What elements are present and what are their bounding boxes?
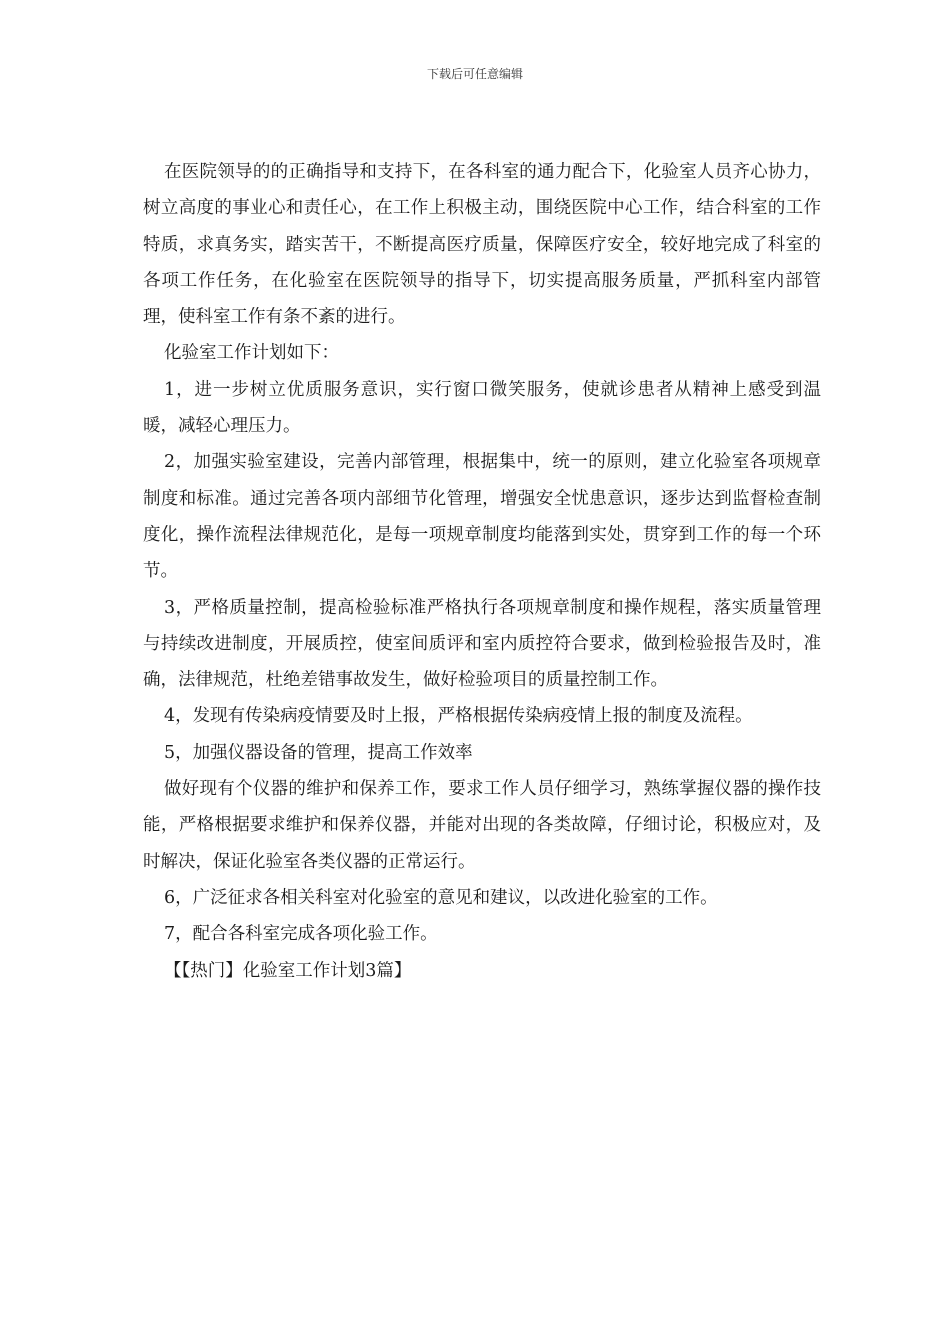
plan-item-7: 7，配合各科室完成各项化验工作。 <box>164 924 438 945</box>
plan-item-5-detail: 做好现有个仪器的维护和保养工作，要求工作人员仔细学习，熟练掌握仪器的操作技能，严格根据要求维护和保养仪器，并能对出现的各类故障，仔细讨论，积极应对，及时解决，保证化验室各类仪器的正常运行。 <box>143 779 821 872</box>
plan-item-1: 1，进一步树立优质服务意识，实行窗口微笑服务，使就诊患者从精神上感受到温暖，减轻心理压力。 <box>143 379 821 437</box>
plan-item-2: 2，加强实验室建设，完善内部管理，根据集中，统一的原则，建立化验室各项规章制度和标准。通过完善各项内部细节化管理，增强安全忧患意识，逐步达到监督检查制度化，操作流程法律规范化，是每一项规章制度均能落到实处，贯穿到工作的每一个环节。 <box>143 452 821 582</box>
plan-item-4: 4，发现有传染病疫情要及时上报，严格根据传染病疫情上报的制度及流程。 <box>164 706 753 727</box>
related-article-link[interactable]: 【【热门】化验室工作计划3篇】 <box>164 960 412 981</box>
plan-heading: 化验室工作计划如下： <box>164 343 339 364</box>
page-header-note: 下载后可任意编辑 <box>426 67 523 81</box>
plan-item-3: 3，严格质量控制，提高检验标准严格执行各项规章制度和操作规程，落实质量管理与持续改进制度，开展质控，使室间质评和室内质控符合要求，做到检验报告及时，准确，法律规范，杜绝差错事故发生，做好检验项目的质量控制工作。 <box>143 597 821 691</box>
plan-item-5: 5，加强仪器设备的管理，提高工作效率 <box>164 742 473 763</box>
document-body <box>143 154 821 989</box>
intro-paragraph: 在医院领导的的正确指导和支持下，在各科室的通力配合下，化验室人员齐心协力，树立高度的事业心和责任心，在工作上积极主动，围绕医院中心工作，结合科室的工作特质，求真务实，踏实苦干，不断提高医疗质量，保障医疗安全，较好地完成了科室的各项工作任务，在化验室在医院领导的指导下，切实提高服务质量，严抓科室内部管理，使科室工作有条不紊的进行。 <box>143 162 821 328</box>
plan-item-6: 6，广泛征求各相关科室对化验室的意见和建议，以改进化验室的工作。 <box>164 887 718 908</box>
